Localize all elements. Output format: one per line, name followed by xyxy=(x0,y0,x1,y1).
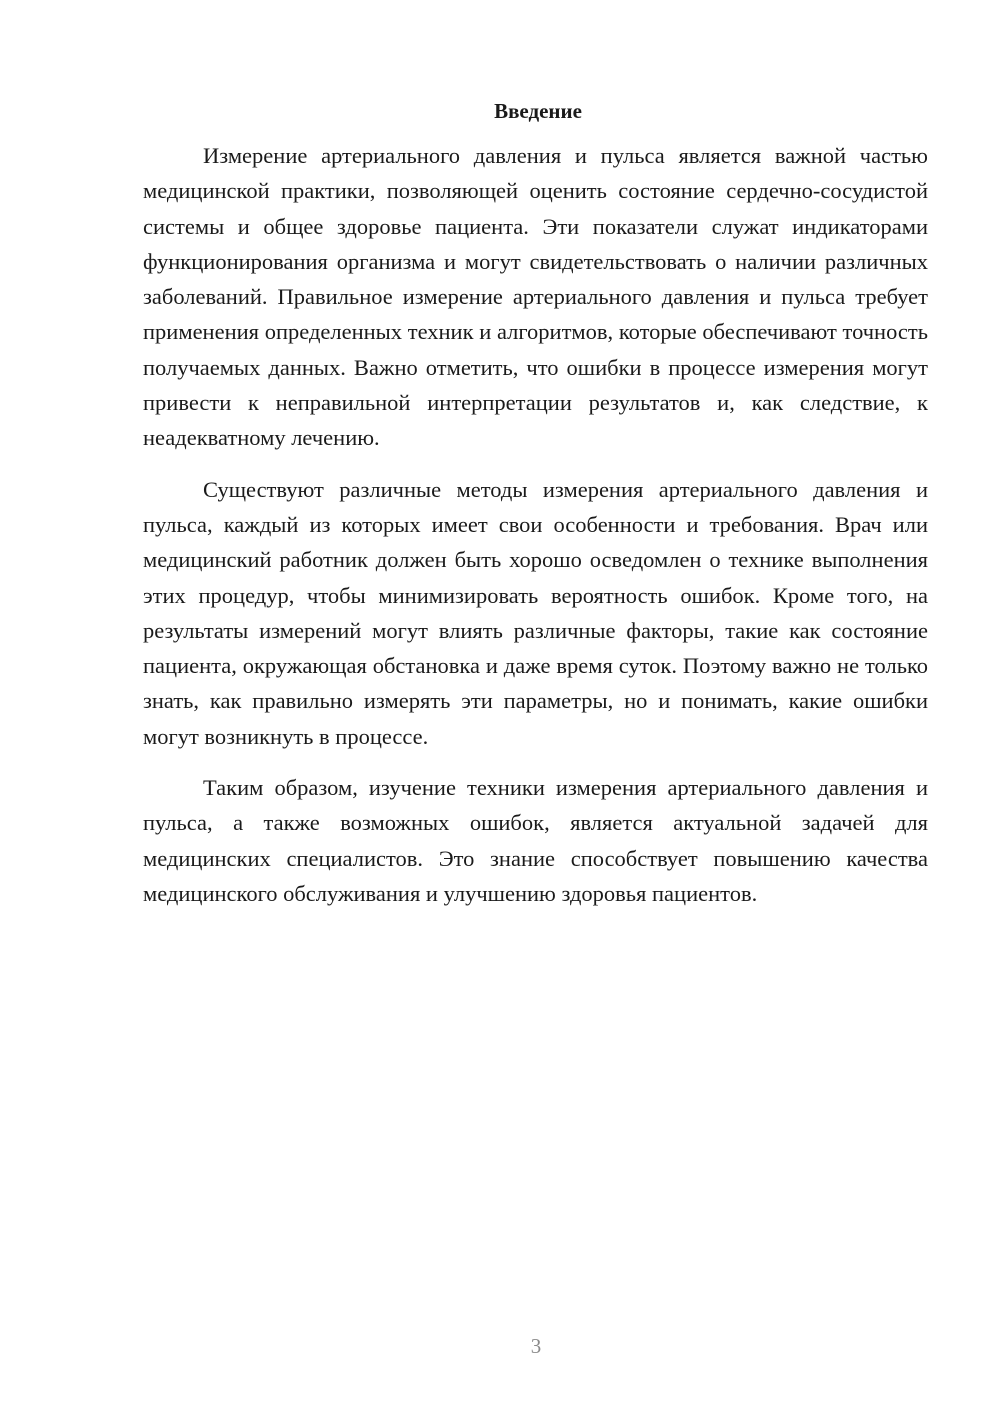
paragraph-3: Таким образом, изучение техники измерения артериального давления и пульса, а также возможных ошибок, является актуальной задачей для медицинских специалистов. Это знание способствует повышению качества медицинского обслуживания и улучшению здоровья пациентов. xyxy=(143,775,928,906)
page-number: 3 xyxy=(530,1334,542,1358)
page-content xyxy=(143,96,928,927)
paragraph-2: Существуют различные методы измерения артериального давления и пульса, каждый из которых имеет свои особенности и требования. Врач или медицинский работник должен быть хорошо осведомлен о технике выполнения этих процедур, чтобы минимизировать вероятность ошибок. Кроме того, на результаты измерений могут влиять различные факторы, такие как состояние пациента, окружающая обстановка и даже время суток. Поэтому важно не только знать, как правильно измерять эти параметры, но и понимать, какие ошибки могут возникнуть в процессе. xyxy=(143,476,928,749)
section-heading: Введение xyxy=(494,99,582,123)
paragraph-1: Измерение артериального давления и пульса является важной частью медицинской практики, позволяющей оценить состояние сердечно-сосудистой системы и общее здоровье пациента. Эти показатели служат индикаторами функционирования организма и могут свидетельствовать о наличии различных заболеваний. Правильное измерение артериального давления и пульса требует применения определенных техник и алгоритмов, которые обеспечивают точность получаемых данных. Важно отметить, что ошибки в процессе измерения могут привести к неправильной интерпретации результатов и, как следствие, к неадекватному лечению. xyxy=(143,143,928,451)
